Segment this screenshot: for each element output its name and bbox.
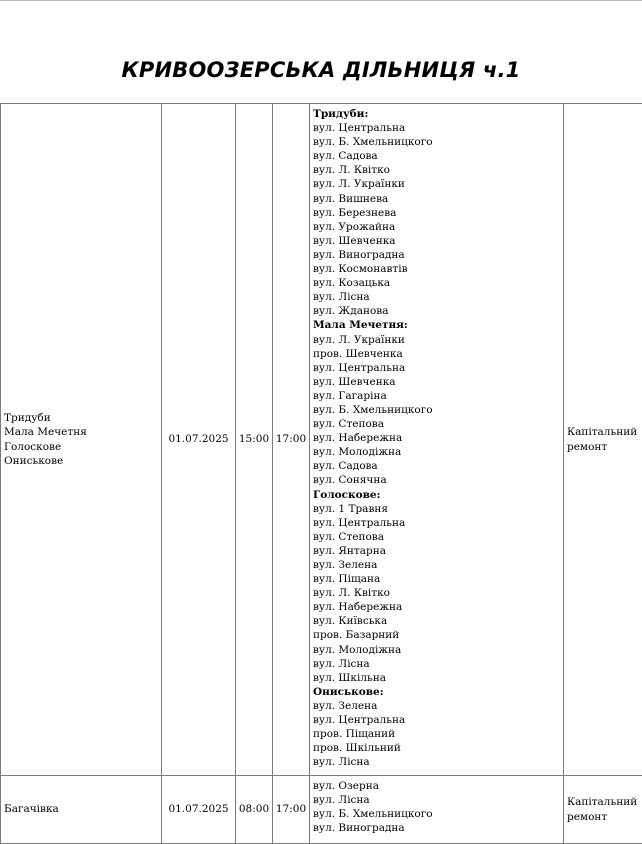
street-item: пров. Шкільний <box>313 741 560 755</box>
street-item: вул. Космонавтів <box>313 262 560 276</box>
time-to-cell: 17:00 <box>273 776 310 844</box>
settlements-cell <box>1 104 162 776</box>
streets-cell <box>310 104 564 776</box>
settlement-name: Багачівка <box>4 802 158 816</box>
street-item: вул. Вишнева <box>313 192 560 206</box>
street-item: вул. Виноградна <box>313 821 560 835</box>
street-item: вул. Піщана <box>313 572 560 586</box>
table-row <box>1 104 642 776</box>
time-to-cell: 17:00 <box>273 104 310 776</box>
outage-schedule-table <box>0 103 642 844</box>
street-item: вул. Озерна <box>313 779 560 793</box>
street-item: вул. Центральна <box>313 121 560 135</box>
date-cell: 01.07.2025 <box>162 104 236 776</box>
street-item: вул. Виноградна <box>313 248 560 262</box>
village-heading: Мала Мечетня: <box>313 318 560 332</box>
street-list <box>313 779 560 835</box>
street-item: пров. Піщаний <box>313 727 560 741</box>
street-item: вул. Набережна <box>313 600 560 614</box>
table-row <box>1 776 642 844</box>
street-item: вул. Янтарна <box>313 544 560 558</box>
street-item: вул. Лісна <box>313 793 560 807</box>
settlement-name: Тридуби <box>4 411 158 425</box>
settlement-name: Мала Мечетня <box>4 425 158 439</box>
street-item: вул. Київська <box>313 614 560 628</box>
street-item: вул. Степова <box>313 417 560 431</box>
reason-cell: Капітальний ремонт <box>564 776 642 844</box>
street-item: вул. Зелена <box>313 699 560 713</box>
time-from-cell: 08:00 <box>236 776 273 844</box>
street-item: вул. Л. Українки <box>313 333 560 347</box>
street-item: вул. Л. Квітко <box>313 163 560 177</box>
street-item: вул. Шевченка <box>313 234 560 248</box>
street-item: вул. 1 Травня <box>313 502 560 516</box>
street-item: вул. Сонячна <box>313 473 560 487</box>
street-item: вул. Степова <box>313 530 560 544</box>
street-item: вул. Зелена <box>313 558 560 572</box>
street-item: вул. Лісна <box>313 755 560 769</box>
street-item: вул. Центральна <box>313 713 560 727</box>
street-item: вул. Б. Хмельницкого <box>313 135 560 149</box>
reason-cell: Капітальний ремонт <box>564 104 642 776</box>
village-heading: Ониськове: <box>313 685 560 699</box>
street-item: вул. Шевченка <box>313 375 560 389</box>
street-item: вул. Л. Українки <box>313 177 560 191</box>
page-title: КРИВООЗЕРСЬКА ДІЛЬНИЦЯ ч.1 <box>0 58 642 82</box>
street-item: вул. Молодіжна <box>313 643 560 657</box>
settlement-name: Ониськове <box>4 454 158 468</box>
street-item: вул. Садова <box>313 149 560 163</box>
streets-cell <box>310 776 564 844</box>
time-from-cell: 15:00 <box>236 104 273 776</box>
street-item: вул. Молодіжна <box>313 445 560 459</box>
street-item: вул. Козацька <box>313 276 560 290</box>
date-cell: 01.07.2025 <box>162 776 236 844</box>
settlements-cell <box>1 776 162 844</box>
street-item: пров. Базарний <box>313 628 560 642</box>
street-item: вул. Л. Квітко <box>313 586 560 600</box>
street-item: вул. Лісна <box>313 290 560 304</box>
street-item: пров. Шевченка <box>313 347 560 361</box>
street-item: вул. Жданова <box>313 304 560 318</box>
street-item: вул. Б. Хмельницкого <box>313 403 560 417</box>
street-item: вул. Березнева <box>313 206 560 220</box>
page-top-border <box>0 0 642 1</box>
settlement-name: Голоскове <box>4 440 158 454</box>
street-item: вул. Садова <box>313 459 560 473</box>
street-item: вул. Урожайна <box>313 220 560 234</box>
street-item: вул. Центральна <box>313 516 560 530</box>
village-heading: Голоскове: <box>313 488 560 502</box>
street-item: вул. Центральна <box>313 361 560 375</box>
street-item: вул. Лісна <box>313 657 560 671</box>
street-item: вул. Набережна <box>313 431 560 445</box>
street-list <box>313 107 560 769</box>
village-heading: Тридуби: <box>313 107 560 121</box>
street-item: вул. Гагаріна <box>313 389 560 403</box>
street-item: вул. Шкільна <box>313 671 560 685</box>
street-item: вул. Б. Хмельницкого <box>313 807 560 821</box>
